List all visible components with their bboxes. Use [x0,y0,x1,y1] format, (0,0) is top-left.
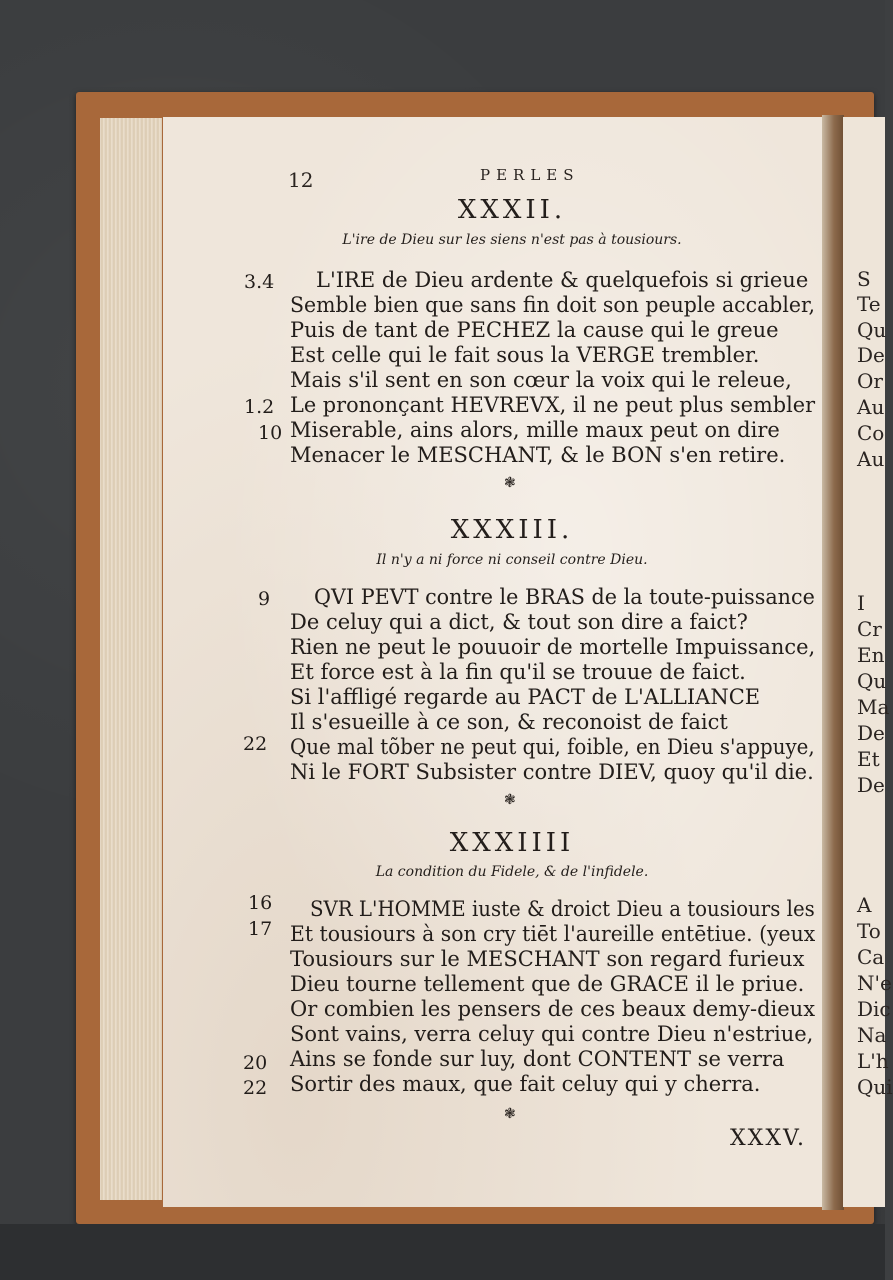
margin-reference: 1.2 [244,396,275,418]
verse-line: Si l'affligé regarde au PACT de L'ALLIANCE [290,685,761,709]
facing-page-fragment: Or [857,369,883,393]
margin-reference: 3.4 [244,271,275,293]
table-surface [0,1224,885,1280]
verse-line: Le prononçant HEVREVX, il ne peut plus sembler [290,393,816,417]
margin-reference: 17 [248,918,273,940]
ornament: ❃ [504,792,516,808]
verse-line: Semble bien que sans fin doit son peuple accabler, [290,293,816,317]
page-number: 12 [288,168,314,192]
verse-line: Ni le FORT Subsister contre DIEV, quoy qu'il die. [290,760,814,784]
stanza-title: XXXII. [457,195,567,225]
verse-line: Menacer le MESCHANT, & le BON s'en retire. [290,443,786,467]
facing-page-fragment: Au [857,395,885,419]
ornament: ❃ [504,475,516,491]
verse-line: De celuy qui a dict, & tout son dire a faict? [290,610,748,634]
facing-page-fragment: A [857,893,872,917]
facing-page-fragment: De [857,721,885,745]
stanza-subtitle: La condition du Fidele, & de l'infidele. [375,864,649,880]
facing-page-fragment: Dic [857,997,891,1021]
facing-page-fragment: Co [857,421,885,445]
verse-line: Dieu tourne tellement que de GRACE il le priue. [290,972,805,996]
margin-reference: 10 [258,422,283,444]
facing-page-fragment: En [857,643,885,667]
facing-page-fragment: Cr [857,617,882,641]
margin-reference: 22 [243,1077,268,1099]
facing-page-fragment: I [857,591,865,615]
stanza-subtitle: L'ire de Dieu sur les siens n'est pas à tousiours. [342,232,682,248]
facing-page-fragment: S [857,267,871,291]
margin-reference: 20 [243,1052,268,1074]
verse-line: L'IRE de Dieu ardente & quelquefois si grieue [316,268,809,292]
verse-line: Il s'esueille à ce son, & reconoist de faict [290,710,728,734]
stanza-title: XXXIII. [450,515,574,545]
verse-line: Sortir des maux, que fait celuy qui y cherra. [290,1072,761,1096]
facing-page-fragment: N'e [857,971,892,995]
facing-page-fragment: De [857,343,885,367]
verse-line: QVI PEVT contre le BRAS de la toute-puissance [314,585,815,609]
ornament: ❃ [504,1106,516,1122]
facing-page-fragment: Ca [857,945,885,969]
verse-line: Que mal tõber ne peut qui, foible, en Dieu s'appuye, [290,735,815,759]
facing-page-fragment: Qui [857,1075,893,1099]
margin-reference: 9 [258,588,271,610]
stanza-title: XXXIIII [449,828,575,858]
verse-line: Ains se fonde sur luy, dont CONTENT se verra [290,1047,785,1071]
facing-page-fragment: Ma [857,695,890,719]
verse-line: Miserable, ains alors, mille maux peut on dire [290,418,780,442]
margin-reference: 22 [243,733,268,755]
verse-line: Sont vains, verra celuy qui contre Dieu n'estriue, [290,1022,814,1046]
facing-page-fragment: L'h [857,1049,889,1073]
verse-line: Est celle qui le fait sous la VERGE trembler. [290,343,760,367]
margin-reference: 16 [248,892,273,914]
facing-page-fragment: Te [857,292,881,316]
verse-line: Puis de tant de PECHEZ la cause qui le greue [290,318,779,342]
running-title: PERLES [480,166,580,184]
verse-line: Et tousiours à son cry tiēt l'aureille entētiue. (yeux [290,922,816,946]
stanza-subtitle: Il n'y a ni force ni conseil contre Dieu. [376,552,648,568]
verse-line: Or combien les pensers de ces beaux demy-dieux [290,997,816,1021]
facing-page-fragment: Et [857,747,880,771]
facing-page-fragment: Au [857,447,885,471]
verse-line: Et force est à la fin qu'il se trouue de faict. [290,660,746,684]
verse-line: Tousiours sur le MESCHANT son regard furieux [290,947,805,971]
facing-page-fragment: Qu [857,669,887,693]
facing-page-fragment: De [857,773,885,797]
facing-page-fragment: Qu [857,318,887,342]
page-edges [100,118,162,1200]
facing-page [843,117,893,1207]
catchword: XXXV. [730,1126,807,1151]
verse-line: SVR L'HOMME iuste & droict Dieu a tousiours les [310,897,815,921]
facing-page-fragment: To [857,919,881,943]
facing-page-fragment: Na [857,1023,887,1047]
book-gutter [822,115,844,1210]
verse-line: Mais s'il sent en son cœur la voix qui le releue, [290,368,792,392]
verse-line: Rien ne peut le pouuoir de mortelle Impuissance, [290,635,816,659]
